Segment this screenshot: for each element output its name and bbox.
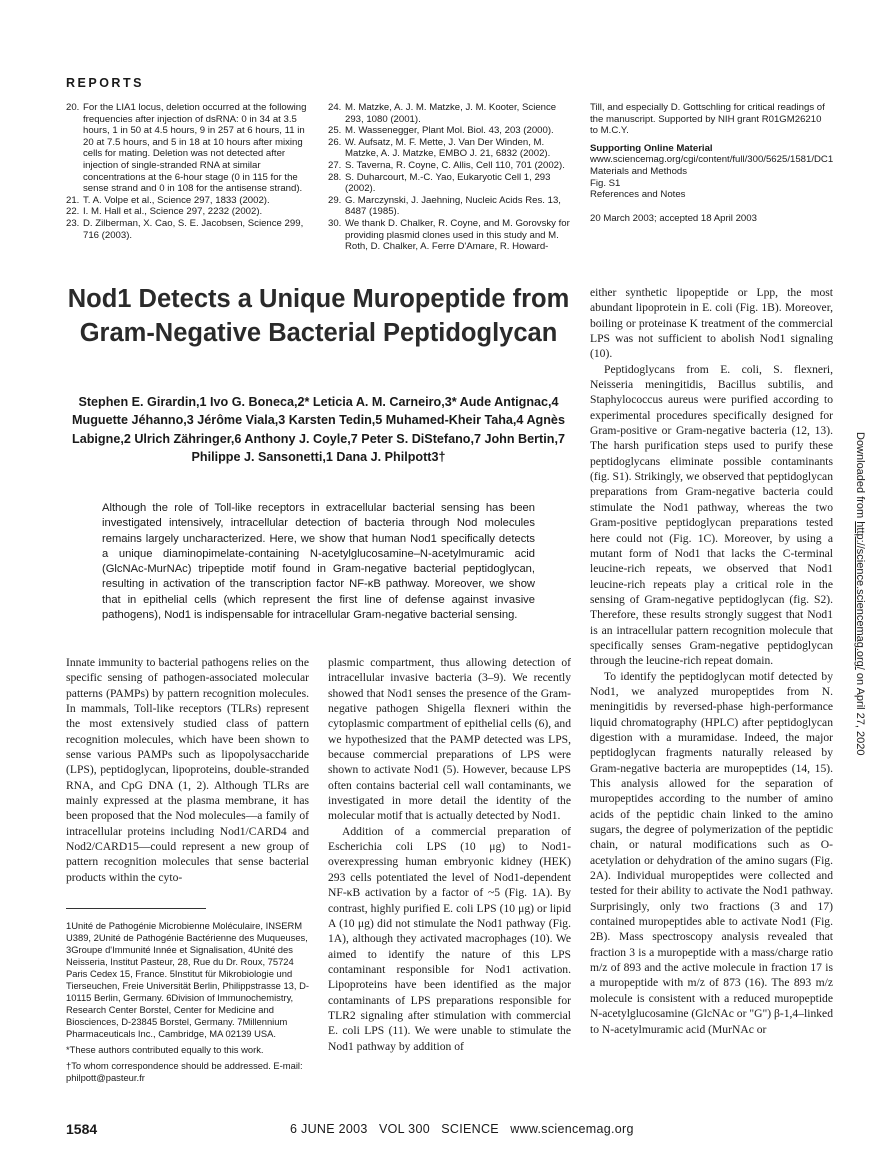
- footer-issue-info: 6 JUNE 2003 VOL 300 SCIENCE www.sciencemag.org: [290, 1122, 634, 1136]
- download-prefix: Downloaded from: [854, 432, 866, 522]
- page-number: 1584: [66, 1121, 98, 1137]
- body-paragraph: To identify the peptidoglycan motif detected by Nod1, we analyzed muropeptides from N. meningitidis by reversed-phase high-performance liquid chromatography (HPLC) after peptidoglycan digestion with a muramidase. Indeed, the major peptidoglycan fragments naturally released by Gram-negative bacteria are muropeptides (14, 15). This analysis allowed for the separation of muropeptides according to the number of amino acids of the peptidic chain linked to the amino sugars, the degree of polymerization of the peptidic chain, or natural modifications such as O-acetylation or dehydration of the amino sugars (Fig. 2A). Individual muropeptides were collected and tested for their ability to activate the Nod1 pathway. Surprisingly, only two fractions (3 and 17) contained muropeptides able to activate Nod1 (Fig. 2B). Mass spectroscopy analysis revealed that fraction 3 is a muropeptide with a mass/charge ratio m/z of 893 and the active molecule in fraction 17 is a muropeptide with m/z of 873 (16). The 893 m/z molecule is consistent with a reduced muropeptide N-acetylglucosamine (GlcNAc or "G") β-1,4–linked to N-acetylmuramic acid (MurNAc or: [590, 669, 833, 1036]
- som-item: Fig. S1: [590, 177, 621, 189]
- body-paragraph: Peptidoglycans from E. coli, S. flexneri, Neisseria meningitidis, Bacillus subtilis, and Staphylococcus aureus were purified according to experimental procedures specifically designed for Gram-positive or Gram-negative bacteria (12, 13). The harsh purification steps used to purify these peptidoglycans eliminate possible contaminants (fig. S1). Strikingly, we observed that peptidoglycan preparations from Gram-negative bacteria could stimulate the Nod1 pathway, whereas the two Gram-positive peptidoglycan preparations tested here could not (Fig. 1C). Moreover, by using a mutant form of Nod1 that lacks the C-terminal leucine-rich repeats, we observed that Nod1 leucine-rich repeats play a critical role in the sensing of Gram-negative peptidoglycan (fig. S2). Therefore, these results strongly suggest that Nod1 is an intracellular pattern recognition molecule that specifically senses Gram-negative peptidoglycan through the leucine-rich repeat domain.: [590, 362, 833, 668]
- reference-item: 26. W. Aufsatz, M. F. Mette, J. Van Der Winden, M. Matzke, A. J. Matzke, EMBO J. 21, 6832 (2002).: [328, 136, 551, 160]
- article-title: Nod1 Detects a Unique Muropeptide from Gram-Negative Bacterial Peptidoglycan: [67, 285, 570, 347]
- reference-item: 23. D. Zilberman, X. Cao, S. E. Jacobsen, Science 299, 716 (2003).: [66, 217, 304, 241]
- body-paragraph: Addition of a commercial preparation of Escherichia coli LPS (10 μg) to Nod1-overexpressing human embryonic kidney (HEK) 293 cells potentiated the level of Nod1-dependent NF-κB activation by a factor of ~5 (Fig. 1A). By contrast, highly purified E. coli LPS (10 μg) or lipid A (10 μg) did not stimulate the Nod1 pathway (Fig. 1A), although they activated macrophages (10). We aimed to identify the nature of this LPS contaminant responsible for Nod1 activation. Lipoproteins have been identified as the major contaminants of LPS preparations responsible for TLR2 signaling after stimulation with commercial E. coli LPS (11). We were unable to stimulate the Nod1 pathway by addition of: [328, 824, 571, 1053]
- download-link[interactable]: http://science.sciencemag.org/: [854, 521, 866, 670]
- reference-item: 25. M. Wassenegger, Plant Mol. Biol. 43, 203 (2000).: [328, 125, 554, 137]
- footnote-divider: [66, 908, 206, 909]
- affiliations: 1Unité de Pathogénie Microbienne Moléculaire, INSERM U389, 2Unité de Pathogénie Bactérienne des Muqueuses, 3Groupe d'Immunité Innée et Signalisation, 4Unité des Neisseria, Institut Pasteur, 28, Rue du Dr. Roux, 75724 Paris Cedex 15, France. 5Institut für Mikrobiologie und Tierseuchen, Freie Universität Berlin, Philippstrasse 13, D-10115 Berlin, Germany. 6Division of Immunochemistry, Research Center Borstel, Center for Medicine and Biosciences, D-23845 Borstel, Germany. 7Millennium Pharmaceuticals Inc., Cambridge, MA 02139 USA.: [66, 920, 309, 1039]
- abstract: Although the role of Toll-like receptors in extracellular bacterial sensing has been investigated intensively, intracellular detection of bacteria through Nod molecules remains largely uncharacterized. Here, we show that human Nod1 specifically detects a unique diaminopimelate-containing N-acetylglucosamine–N-acetylmuramic acid (GlcNAc-MurNAc) tripeptide motif found in Gram-negative bacterial peptidoglycan, resulting in activation of the transcription factor NF-κB pathway. Moreover, we show that in epithelial cells (which represent the first line of defense against invasive pathogens), Nod1 is indispensable for intracellular Gram-negative bacterial sensing.: [102, 502, 535, 622]
- body-column-1: [66, 655, 309, 885]
- reference-item: 29. G. Marczynski, J. Jaehning, Nucleic Acids Res. 13, 8487 (1985).: [328, 194, 561, 218]
- correspondence-note: †To whom correspondence should be addressed. E-mail: philpott@pasteur.fr: [66, 1060, 303, 1083]
- equal-contribution-note: *These authors contributed equally to this work.: [66, 1044, 264, 1055]
- references-column-3: [590, 102, 834, 224]
- body-column-2: [328, 655, 571, 1054]
- body-column-3: [590, 285, 833, 1037]
- body-paragraph: plasmic compartment, thus allowing detection of intracellular invasive bacteria (3–9). We recently showed that Nod1 senses the presence of the Gram-negative pathogen Shigella flexneri within the cytoplasmic compartment of epithelial cells (6), and we hypothesized that the PAMP detected was LPS, because commercial preparations of LPS were shown to activate Nod1 (5). However, because LPS often contains bacterial cell wall contaminants, we investigated in more detail the identity of the molecular motif that is actually detected by Nod1.: [328, 656, 571, 823]
- download-suffix: on April 27, 2020: [854, 669, 866, 756]
- acknowledgment-continuation: Till, and especially D. Gottschling for critical readings of the manuscript. Supported by NIH grant R01GM26210 to M.C.Y.: [590, 102, 825, 137]
- som-title: Supporting Online Material: [590, 142, 713, 154]
- reference-item: 30. We thank D. Chalker, R. Coyne, and M. Gorovsky for providing plasmid clones used in this study and M. Roth, D. Chalker, A. Ferre D'Amare, R. Howard-: [328, 217, 570, 253]
- reference-item: 27. S. Taverna, R. Coyne, C. Allis, Cell 110, 701 (2002).: [328, 159, 565, 171]
- footnotes: [66, 920, 309, 1088]
- som-item: Materials and Methods: [590, 165, 688, 177]
- body-paragraph: either synthetic lipopeptide or Lpp, the most abundant lipoprotein in E. coli (Fig. 1B). Moreover, boiling or proteinase K treatment of the commercial LPS was not sufficient to abolish Nod1 signaling (10).: [590, 286, 833, 361]
- reference-item: 22. I. M. Hall et al., Science 297, 2232 (2002).: [66, 206, 263, 218]
- section-header: REPORTS: [66, 76, 144, 90]
- reference-item: 20. For the LIA1 locus, deletion occurred at the following frequencies after injection of dsRNA: 0 in 34 at 3.5 hours, 1 in 50 at 4.5 hours, 9 in 257 at 6 hours, 11 in 20 at 7.5 hours, and 5 in 18 at 10 hours after mixing cells for mating. Deletion was not detected after injection of single-stranded RNA at similar concentrations at the 6-hour stage (0 in 115 for the sense strand and 0 in 108 for the antisense strand).: [66, 102, 307, 195]
- reference-item: 24. M. Matzke, A. J. M. Matzke, J. M. Kooter, Science 293, 1080 (2001).: [328, 102, 557, 125]
- som-url[interactable]: www.sciencemag.org/cgi/content/full/300/5625/1581/DC1: [590, 154, 834, 166]
- body-paragraph: Innate immunity to bacterial pathogens relies on the specific sensing of pathogen-associated molecular patterns (PAMPs) by pattern recognition molecules. In mammals, Toll-like receptors (TLRs) represent the most extensively studied class of pattern recognition molecules, which have been shown to sense various PAMPs such as lipopolysaccharide (LPS), peptidoglycan, lipoproteins, double-stranded RNA, and CpG DNA (1, 2). Although TLRs are mainly expressed at the plasma membrane, it has been proposed that the Nod molecules—a family of intracellular proteins including Nod1/CARD4 and Nod2/CARD15—could represent a new group of pattern recognition molecules that sense bacterial products within the cyto-: [66, 656, 309, 884]
- references-column-2: [328, 102, 571, 253]
- reference-item: 28. S. Duharcourt, M.-C. Yao, Eukaryotic Cell 1, 293 (2002).: [328, 171, 551, 195]
- author-list: Stephen E. Girardin,1 Ivo G. Boneca,2* Leticia A. M. Carneiro,3* Aude Antignac,4 Muguette Jéhanno,3 Jérôme Viala,3 Karsten Tedin,5 Muhamed-Kheir Taha,4 Agnès Labigne,2 Ulrich Zähringer,6 Anthony J. Coyle,7 Peter S. DiStefano,7 John Bertin,7 Philippe J. Sansonetti,1 Dana J. Philpott3†: [72, 395, 565, 465]
- reference-item: 21. T. A. Volpe et al., Science 297, 1833 (2002).: [66, 194, 270, 206]
- som-item: References and Notes: [590, 189, 686, 201]
- received-date: 20 March 2003; accepted 18 April 2003: [590, 212, 757, 224]
- download-watermark: [854, 432, 866, 756]
- references-column-1: [66, 102, 309, 241]
